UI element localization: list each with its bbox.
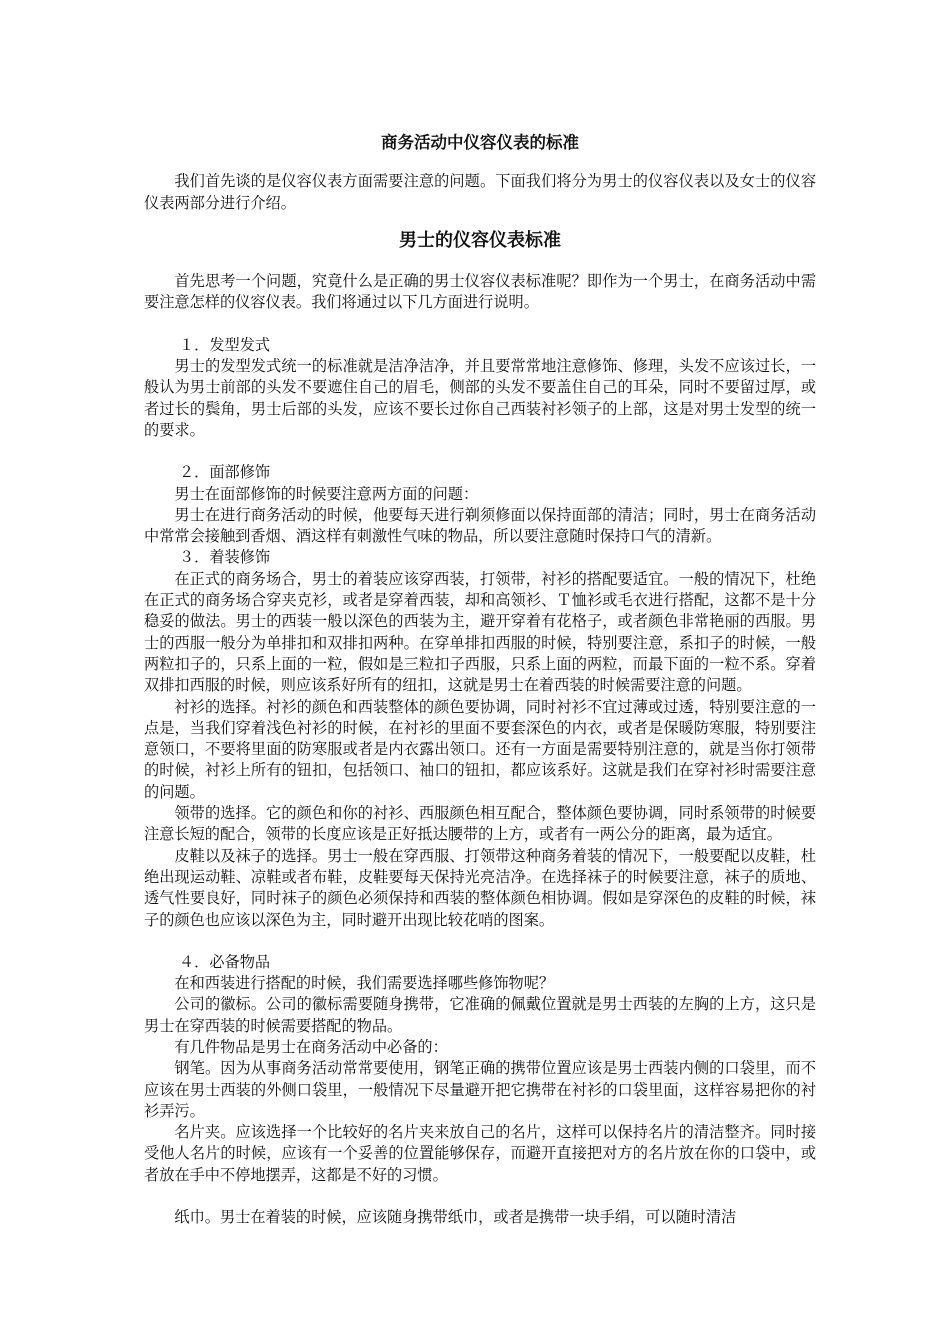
dress-paragraph-4: 皮鞋以及袜子的选择。男士一般在穿西服、打领带这种商务着装的情况下，一般要配以皮鞋，杜绝出现运动鞋、凉鞋或者布鞋，皮鞋要每天保持光亮洁净。在选择袜子的时候要注意，袜子的质地、透气性要良好，同时袜子的颜色必须保持和西装的整体颜色相协调。假如是穿深色的皮鞋的时候，袜子的颜色也应该以深色为主，同时避开出现比较花哨的图案。 [144, 846, 816, 929]
dress-paragraph-1: 在正式的商务场合，男士的着装应该穿西装，打领带，衬衫的搭配要适宜。一般的情况下，杜绝在正式的商务场合穿夹克衫，或者是穿着西装，却和高领衫、Ｔ恤衫或毛衣进行搭配，这都不是十分稳妥的做法。男士的西装一般以深色的西装为主，避开穿着有花格子，或者颜色非常艳丽的西服。男士的西服一般分为单排扣和双排扣两种。在穿单排扣西服的时候，特别要注意，系扣子的时候，一般两粒扣子的，只系上面的一粒，假如是三粒扣子西服，只系上面的两粒，而最下面的一粒不系。穿着双排扣西服的时候，则应该系好所有的纽扣，这就是男士在着西装的时候需要注意的问题。 [144, 569, 816, 695]
face-paragraph-2: 男士在进行商务活动的时候，他要每天进行剃须修面以保持面部的清洁；同时，男士在商务活动中常常会接触到香烟、酒这样有刺激性气味的物品，所以要注意随时保持口气的清新。 [144, 505, 816, 546]
dress-paragraph-2: 衬衫的选择。衬衫的颜色和西装整体的颜色要协调，同时衬衫不宜过薄或过透，特别要注意的一点是，当我们穿着浅色衬衫的时候，在衬衫的里面不要套深色的内衣，或者是保暖防寒服，特别要注意领口，不要将里面的防寒服或者是内衣露出领口。还有一方面是需要特别注意的，就是当你打领带的时候，衬衫上所有的钮扣，包括领口、袖口的钮扣，都应该系好。这就是我们在穿衬衫时需要注意的问题。 [144, 697, 816, 801]
section-title: 男士的仪容仪表标准 [399, 229, 561, 251]
items-paragraph-6: 纸巾。男士在着装的时候，应该随身携带纸巾，或者是携带一块手绢，可以随时清洁 [174, 1208, 737, 1227]
face-paragraph-1: 男士在面部修饰的时候要注意两方面的问题： [174, 484, 479, 503]
items-paragraph-1: 在和西装进行搭配的时候，我们需要选择哪些修饰物呢？ [174, 974, 555, 993]
document-body [144, 132, 816, 1228]
items-paragraph-5: 名片夹。应该选择一个比较好的名片夹来放自己的名片，这样可以保持名片的清洁整齐。同时接受他人名片的时候，应该有一个妥善的位置能够保存，而避开直接把对方的名片放在你的口袋中，或者放在手中不停地摆弄，这都是不好的习惯。 [144, 1123, 816, 1184]
items-paragraph-4: 钢笔。因为从事商务活动常常要使用，钢笔正确的携带位置应该是男士西装内侧的口袋里，而不应该在男士西装的外侧口袋里，一般情况下尽量避开把它携带在衬衫的口袋里面，这样容易把你的衬衫弄污。 [144, 1059, 816, 1120]
items-paragraph-3: 有几件物品是男士在商务活动中必备的： [174, 1037, 448, 1056]
hair-heading: １．发型发式 [178, 335, 271, 354]
dress-paragraph-3: 领带的选择。它的颜色和你的衬衫、西服颜色相互配合，整体颜色要协调，同时系领带的时候要注意长短的配合，领带的长度应该是正好抵达腰带的上方，或者有一两公分的距离，最为适宜。 [144, 804, 816, 844]
hair-paragraph: 男士的发型发式统一的标准就是洁净洁净，并且要常常地注意修饰、修理，头发不应该过长，一般认为男士前部的头发不要遮住自己的眉毛，侧部的头发不要盖住自己的耳朵，同时不要留过厚，或者过长的鬓角，男士后部的头发，应该不要长过你自己西装衬衫领子的上部，这是对男士发型的统一的要求。 [144, 357, 816, 439]
items-paragraph-2: 公司的徽标。公司的徽标需要随身携带，它准确的佩戴位置就是男士西装的左胸的上方，这只是男士在穿西装的时候需要搭配的物品。 [144, 995, 816, 1035]
main-title: 商务活动中仪容仪表的标准 [381, 133, 579, 152]
face-heading: ２．面部修饰 [178, 463, 271, 482]
section-intro-paragraph: 首先思考一个问题，究竟什么是正确的男士仪容仪表标准呢？即作为一个男士，在商务活动中需要注意怎样的仪容仪表。我们将通过以下几方面进行说明。 [144, 272, 816, 312]
dress-heading: ３．着装修饰 [178, 548, 271, 567]
intro-paragraph: 我们首先谈的是仪容仪表方面需要注意的问题。下面我们将分为男士的仪容仪表以及女士的仪容仪表两部分进行介绍。 [144, 172, 816, 212]
items-heading: ４．必备物品 [178, 952, 271, 971]
